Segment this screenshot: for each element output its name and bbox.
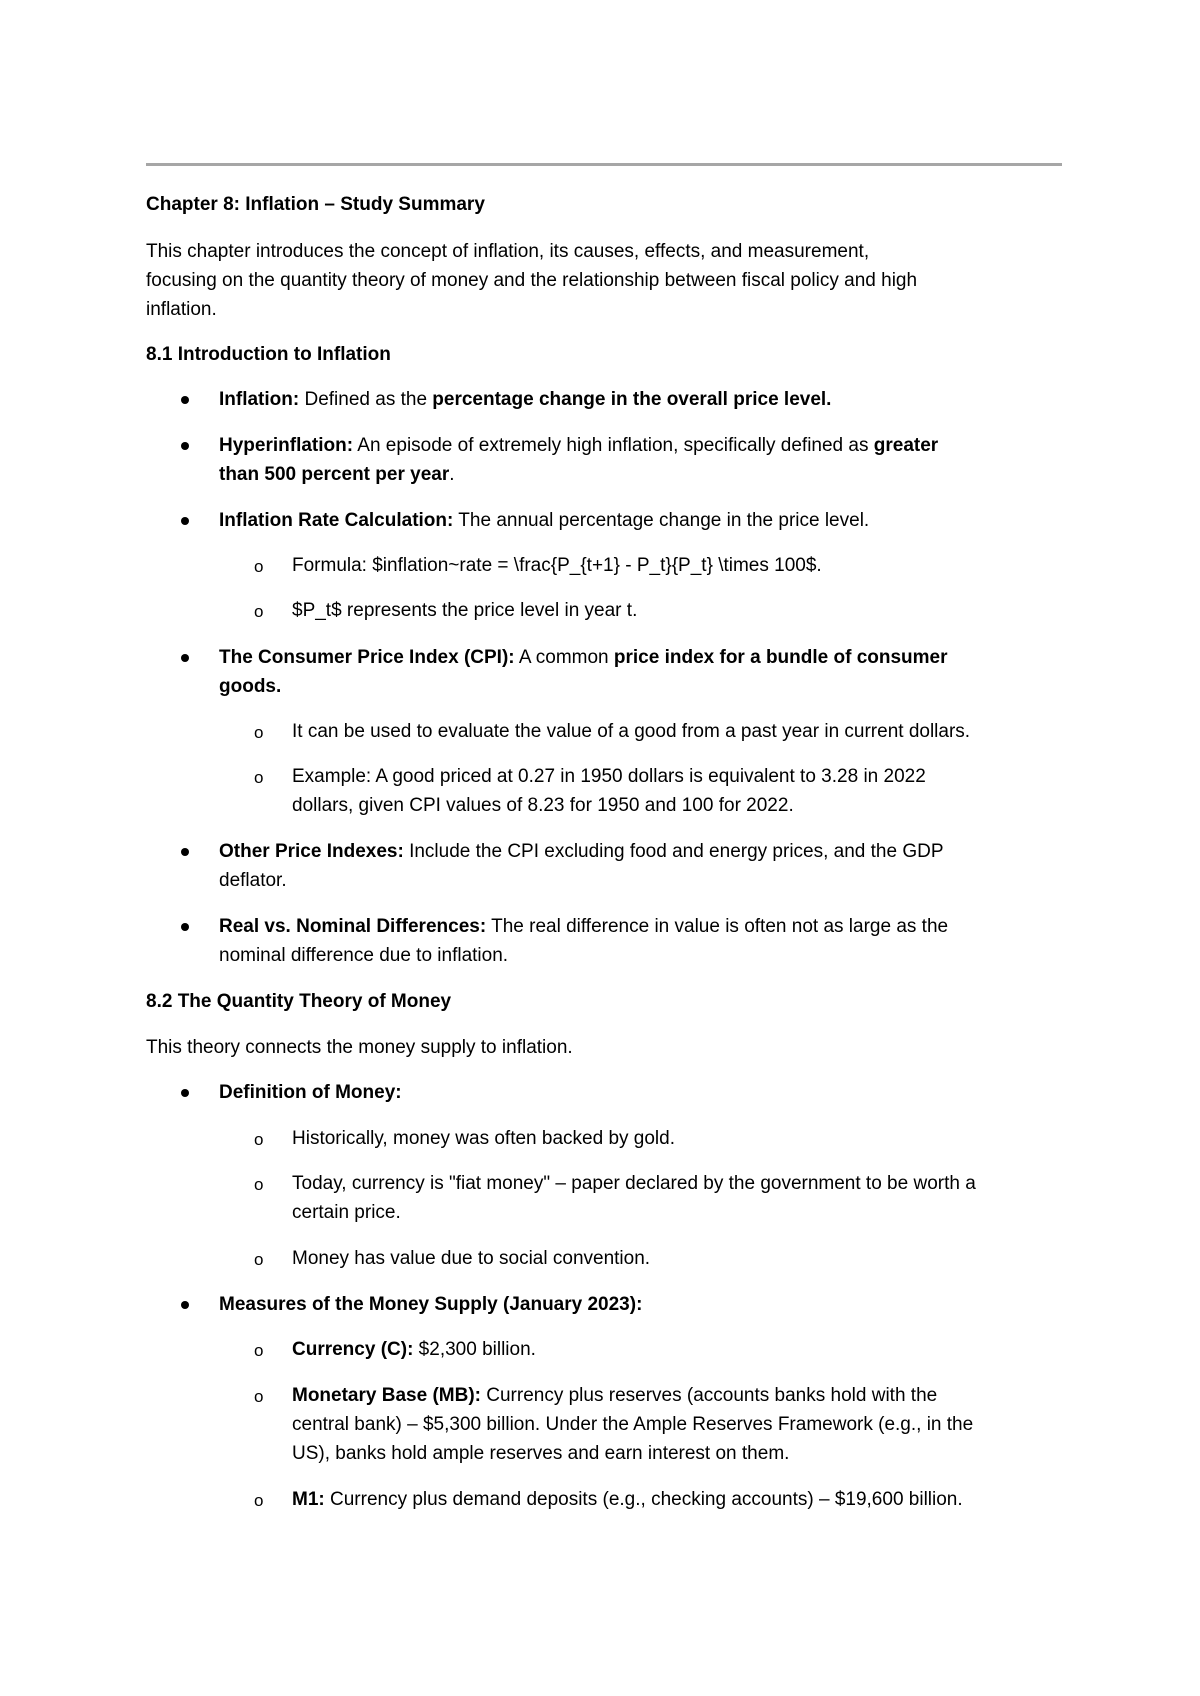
sub-marker-icon: o	[254, 602, 264, 621]
sub-item-fiat-line-2: certain price.	[292, 1202, 401, 1223]
sub-item-cpi-use: It can be used to evaluate the value of a good from a past year in current dollars.	[292, 721, 971, 742]
sub-item-pt: $P_t$ represents the price level in year t.	[292, 600, 638, 621]
intro-line-1: This chapter introduces the concept of inflation, its causes, effects, and measurement,	[146, 241, 870, 262]
item-inflation-rate	[219, 506, 869, 535]
section-heading-8-1: 8.1 Introduction to Inflation	[146, 344, 391, 365]
term: Currency (C):	[292, 1339, 414, 1360]
term: Monetary Base (MB):	[292, 1385, 481, 1406]
text: $2,300 billion.	[413, 1339, 536, 1360]
sub-marker-icon: o	[254, 1175, 264, 1194]
text: Currency plus demand deposits (e.g., checking accounts) – $19,600 billion.	[324, 1489, 963, 1510]
sub-marker-icon: o	[254, 768, 264, 787]
sub-item-monetary-base-line-2: central bank) – $5,300 billion. Under the Ample Reserves Framework (e.g., in the	[292, 1414, 974, 1435]
sub-item-m1	[292, 1485, 963, 1514]
item-money-supply-measures: Measures of the Money Supply (January 2023):	[219, 1294, 643, 1315]
sub-marker-icon: o	[254, 1130, 264, 1149]
bullet-icon	[181, 848, 189, 856]
text: Currency plus reserves (accounts banks hold with the	[480, 1385, 938, 1406]
bullet-icon	[181, 923, 189, 931]
text: The real difference in value is often not as large as the	[486, 916, 949, 937]
sub-item-cpi-example: Example: A good priced at 0.27 in 1950 dollars is equivalent to 3.28 in 2022	[292, 766, 926, 787]
item-other-indexes-line-2: deflator.	[219, 870, 287, 891]
sub-marker-icon: o	[254, 1491, 264, 1510]
sub-marker-icon: o	[254, 1341, 264, 1360]
item-hyperinflation	[219, 431, 938, 460]
sub-item-fiat: Today, currency is "fiat money" – paper declared by the government to be worth a	[292, 1173, 976, 1194]
item-cpi-line-2: goods.	[219, 676, 282, 697]
bold-text: than 500 percent per year	[219, 464, 450, 485]
term: The Consumer Price Index (CPI):	[219, 647, 515, 668]
bullet-icon	[181, 396, 189, 404]
item-real-nominal	[219, 912, 948, 941]
item-hyperinflation-line-2	[219, 460, 455, 489]
item-cpi	[219, 643, 948, 672]
term: Real vs. Nominal Differences:	[219, 916, 487, 937]
item-real-nominal-line-2: nominal difference due to inflation.	[219, 945, 509, 966]
text: A common	[514, 647, 614, 668]
intro-line-3: inflation.	[146, 299, 217, 320]
bullet-icon	[181, 517, 189, 525]
text: Include the CPI excluding food and energy prices, and the GDP	[403, 841, 944, 862]
header-rule	[146, 163, 1062, 166]
item-inflation	[219, 385, 831, 414]
sub-item-formula: Formula: $inflation~rate = \frac{P_{t+1} - P_t}{P_t} \times 100$.	[292, 555, 822, 576]
sub-item-convention: Money has value due to social convention.	[292, 1248, 651, 1269]
sub-marker-icon: o	[254, 723, 264, 742]
item-definition-money: Definition of Money:	[219, 1082, 402, 1103]
bold-text: greater	[873, 435, 939, 456]
sub-marker-icon: o	[254, 557, 264, 576]
doc-title: Chapter 8: Inflation – Study Summary	[146, 194, 485, 215]
bold-text: percentage change in the overall price level.	[432, 389, 832, 410]
sub-item-monetary-base-line-3: US), banks hold ample reserves and earn interest on them.	[292, 1443, 790, 1464]
sub-item-monetary-base	[292, 1381, 937, 1410]
bullet-icon	[181, 654, 189, 662]
text: .	[449, 464, 455, 485]
bullet-icon	[181, 1089, 189, 1097]
section-8-2-intro: This theory connects the money supply to inflation.	[146, 1037, 573, 1058]
text: The annual percentage change in the price level.	[453, 510, 870, 531]
term: Inflation:	[219, 389, 300, 410]
sub-item-cpi-example-line-2: dollars, given CPI values of 8.23 for 1950 and 100 for 2022.	[292, 795, 794, 816]
term: Other Price Indexes:	[219, 841, 404, 862]
term: M1:	[292, 1489, 325, 1510]
section-heading-8-2: 8.2 The Quantity Theory of Money	[146, 991, 452, 1012]
bullet-icon	[181, 1301, 189, 1309]
text: Defined as the	[299, 389, 433, 410]
sub-item-currency	[292, 1335, 536, 1364]
sub-item-gold: Historically, money was often backed by gold.	[292, 1128, 675, 1149]
intro-line-2: focusing on the quantity theory of money and the relationship between fiscal policy and high	[146, 270, 918, 291]
term: Hyperinflation:	[219, 435, 354, 456]
text: An episode of extremely high inflation, specifically defined as	[353, 435, 874, 456]
sub-marker-icon: o	[254, 1250, 264, 1269]
item-other-indexes	[219, 837, 944, 866]
bold-text: price index for a bundle of consumer	[613, 647, 948, 668]
sub-marker-icon: o	[254, 1387, 264, 1406]
bullet-icon	[181, 442, 189, 450]
term: Inflation Rate Calculation:	[219, 510, 454, 531]
